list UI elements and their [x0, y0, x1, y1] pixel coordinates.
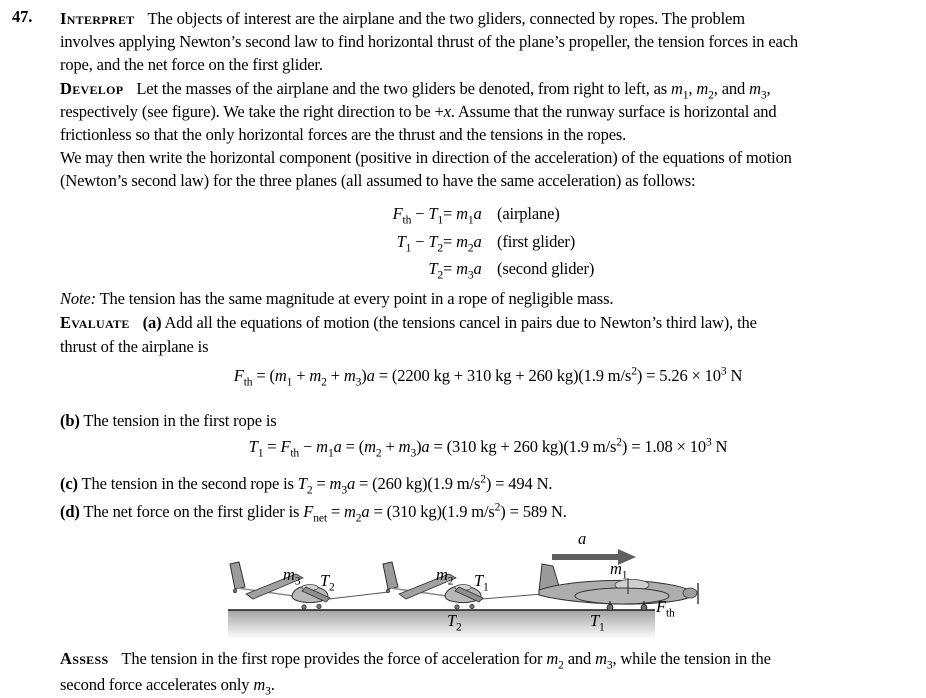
part-c-line: (c) The tension in the second rope is $T_2 = m_3a = (260$ kg)(1.9 $m/s^2) = 494$ N. [60, 473, 553, 497]
evaluate-line: thrust of the airplane is [60, 337, 209, 356]
equation-lhs: $T_2$ [428, 259, 443, 282]
equations-of-motion [330, 200, 594, 283]
equation-tension-1: $T_1 = F_{th} - m_1a = (m_2 + m_3)a = (310$ kg + 260 kg)(1.9 $m/s^2) = 1.08 \times 10^3$ N [248, 436, 728, 460]
equation-note: (airplane) [497, 204, 560, 223]
equation-rhs: = $m_3a$ [443, 259, 482, 282]
label-t2-lower: $T_2$ [447, 611, 462, 634]
assess-section [60, 646, 771, 698]
equation-note: (second glider) [497, 259, 595, 279]
tow-rope-2 [329, 592, 388, 599]
evaluate-section [60, 311, 757, 359]
interpret-line: rope, and the net force on the first glider. [60, 55, 323, 75]
develop-line: (Newton’s second law) for the three planes (all assumed to have the same acceleration) as follows: [60, 171, 696, 191]
label-m3: $m_3$ [283, 565, 301, 588]
assess-line: Assess The tension in the first rope provides the force of acceleration for $m_2$ and $m_3$, while the tension in the [60, 649, 771, 672]
label-f-th: $F_{th}$ [656, 597, 675, 620]
develop-line: respectively (see figure). We take the right direction to be +x. Assume that the runway surface is horizontal and [60, 102, 777, 122]
develop-line: frictionless so that the only horizontal forces are the thrust and the tensions in the ropes. [60, 125, 627, 145]
part-d-line: (d) The net force on the first glider is $F_{net} = m_2a = (310$ kg)(1.9 $m/s^2) = 589$ N. [60, 501, 567, 525]
label-t2-upper: $T_2$ [320, 571, 335, 594]
equation-note: (first glider) [497, 231, 576, 251]
problem-number: 47. [12, 7, 33, 26]
interpret-line: involves applying Newton’s second law to find horizontal thrust of the plane’s propeller, the tension forces in each [60, 32, 798, 52]
equation-rhs: = $m_1a$ [443, 204, 482, 227]
equation-lhs: $T_1 - T_2$ [396, 231, 443, 254]
equation-thrust: $F_{th} = (m_1 + m_2 + m_3)a = (2200$ kg + 310 kg + 260 kg)(1.9 $m/s^2) = 5.26 \times 10^3$ N [233, 365, 743, 389]
label-t1-lower: $T_1$ [590, 611, 605, 634]
equation-rhs: = $m_2a$ [443, 231, 482, 254]
interpret-line: Interpret The objects of interest are the airplane and the two gliders, connected by ropes. The problem [60, 9, 745, 28]
tow-rope-1 [482, 594, 542, 599]
glider-m2-illustration [383, 562, 483, 609]
interpret-section [60, 7, 798, 77]
develop-section [60, 77, 792, 192]
develop-line: Develop Let the masses of the airplane and the two gliders be denoted, from right to left, as $m_1$, $m_2$, and $m_3$, [60, 79, 771, 102]
label-m2: $m_2$ [436, 565, 454, 588]
part-b-line: (b) The tension in the first rope is [60, 411, 277, 430]
label-acceleration: a⃗ [578, 529, 599, 548]
equation-lhs: $F_{th} - T_1$ [392, 204, 443, 227]
develop-line: We may then write the horizontal component (positive in direction of the acceleration) of the equations of motion [60, 148, 792, 168]
glider-m3-illustration [230, 562, 330, 609]
label-m1: $m_1$ [610, 559, 628, 582]
note-line: Note: The tension has the same magnitude at every point in a rope of negligible mass. [60, 289, 614, 308]
label-t1-upper: $T_1$ [474, 571, 489, 594]
evaluate-line: Evaluate (a) Add all the equations of motion (the tensions cancel in pairs due to Newton’s third law), the [60, 313, 757, 332]
assess-line: second force accelerates only $m_3$. [60, 674, 275, 698]
